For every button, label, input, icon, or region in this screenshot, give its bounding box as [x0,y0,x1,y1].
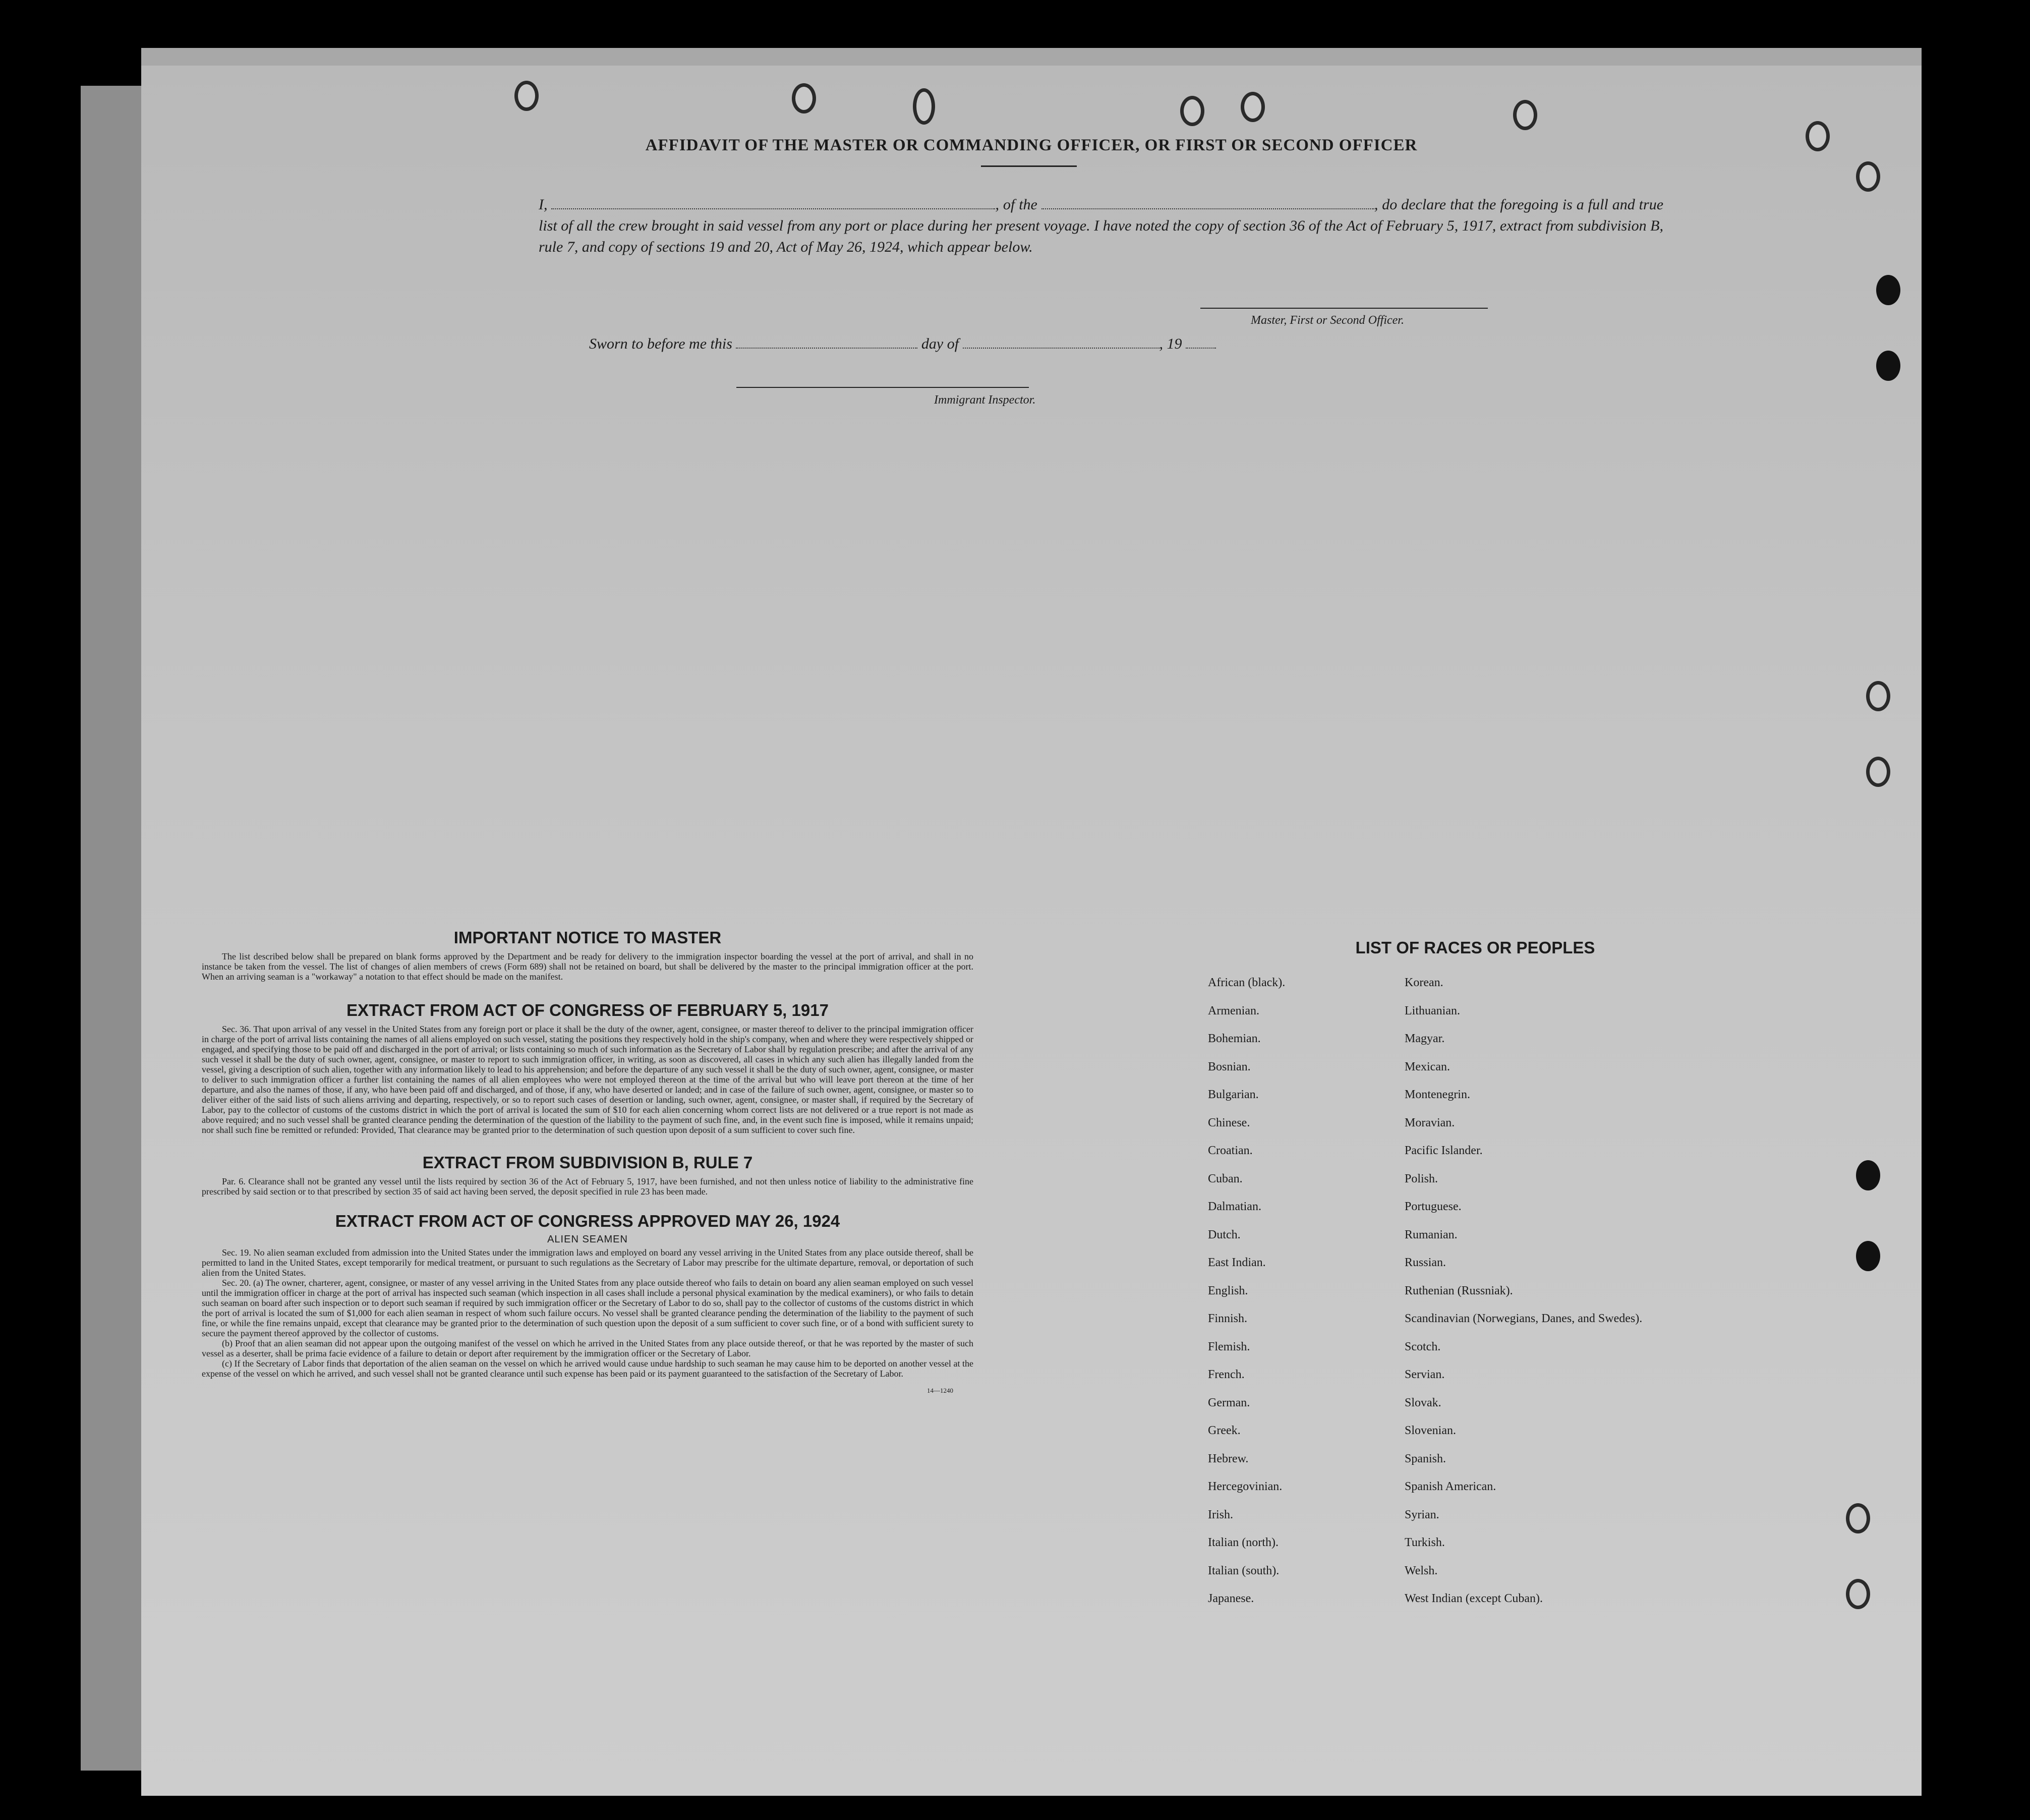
race-item: German. [1208,1396,1250,1409]
binder-hole [1876,351,1900,381]
race-item: Polish. [1405,1172,1438,1185]
affidavit-of-the: , of the [995,196,1037,213]
race-item: Portuguese. [1405,1200,1462,1213]
binder-hole [1856,161,1880,192]
race-item: Korean. [1405,976,1443,989]
race-item: East Indian. [1208,1256,1266,1269]
sworn-statement [589,335,1216,353]
race-item: Pacific Islander. [1405,1144,1483,1157]
binder-hole [1866,681,1890,711]
binder-hole [1866,757,1890,787]
race-item: Turkish. [1405,1536,1445,1549]
name-blank [551,197,995,209]
race-item: Slovenian. [1405,1424,1456,1437]
race-item: French. [1208,1368,1245,1381]
race-item: Croatian. [1208,1144,1253,1157]
binder-hole [514,81,539,111]
race-item: Cuban. [1208,1172,1243,1185]
race-item: English. [1208,1284,1248,1297]
notice-body: The list described below shall be prepared on blank forms approved by the Department and be ready for delivery to the immigration inspector boarding the vessel at the port of arrival, and shall in no instance be taken from the vessel. The list of changes of alien members of crews (Form 689) shall not be retained on board, but shall be delivered by the master to the principal immigration officer at the port. When an arriving seaman is a "workaway" a notation to that effect should be made on the manifest. [202,951,973,982]
affidavit-title: AFFIDAVIT OF THE MASTER OR COMMANDING OFFICER, OR FIRST OR SECOND OFFICER [645,136,1418,154]
binder-hole [1241,92,1265,122]
race-item: Bosnian. [1208,1060,1251,1073]
binder-hole [1180,96,1204,126]
race-item: Welsh. [1405,1564,1438,1577]
race-item: African (black). [1208,976,1286,989]
race-item: Rumanian. [1405,1228,1458,1241]
sworn-year: , 19 [1159,335,1182,352]
extract-1924-sec20c: (c) If the Secretary of Labor finds that deportation of the alien seaman on the vessel on which he arrived would cause undue hardship to such seaman he may cause him to be deported on another vessel at the expense of the vessel on which he arrived, and such vessel shall not be granted clearance until such expense has been paid or its payment guaranteed to the satisfaction of the Secretary of Labor. [202,1358,973,1379]
sworn-prefix: Sworn to before me this [589,335,732,352]
race-item: Scandinavian (Norwegians, Danes, and Swedes). [1405,1312,1643,1325]
binder-hole [1846,1503,1870,1533]
race-item: Hercegovinian. [1208,1480,1283,1493]
race-item: Dutch. [1208,1228,1241,1241]
month-blank [963,336,1159,349]
notice-column [202,928,973,1401]
race-item: Ruthenian (Russniak). [1405,1284,1513,1297]
race-item: Moravian. [1405,1116,1455,1129]
race-item: Mexican. [1405,1060,1450,1073]
binder-hole [1856,1241,1880,1271]
race-item: Chinese. [1208,1116,1250,1129]
inspector-signature-line [736,387,1029,388]
form-number: 14—1240 [927,1387,953,1394]
notice-title: IMPORTANT NOTICE TO MASTER [453,928,722,947]
race-item: Hebrew. [1208,1452,1249,1465]
binder-hole [1856,1160,1880,1190]
extract-1924-subtitle: ALIEN SEAMEN [547,1234,628,1245]
binder-hole [792,83,816,113]
binder-hole [1876,275,1900,305]
document-page [141,66,1922,1796]
binder-hole [913,88,935,125]
signature-label: Master, First or Second Officer. [1251,314,1404,327]
extract-1924-sec20b: (b) Proof that an alien seaman did not appear upon the outgoing manifest of the vessel on which he arrived in the United States from any place outside thereof, or that he was reported by the master of such vessel as a deserter, shall be prima facie evidence of a failure to detain or deport after requirement by the immigration officer or the Secretary of Labor. [202,1338,973,1358]
race-item: Greek. [1208,1424,1241,1437]
race-item: Bohemian. [1208,1032,1261,1045]
sworn-day-of: day of [921,335,959,352]
extract-1924-sec20a: Sec. 20. (a) The owner, charterer, agent, consignee, or master of any vessel arriving in the United States from any place outside thereof who fails to detain on board any alien seaman employed on such vessel until the immigration officer in charge at the port of arrival has inspected such seaman (which inspection in all cases shall include a personal physical examination by the medical examiners), or who fails to detain such seaman on board after such inspection or to deport such seaman if required by such immigration officer or the Secretary of Labor to do so, shall pay to the collector of customs of the customs district in which the port of arrival is located the sum of $1,000 for each alien seaman in respect of whom such failure occurs. No vessel shall be granted clearance pending the determination of the liability to the payment of such fine, or while the fine remains unpaid, except that clearance may be granted prior to the determination of such question upon the deposit of a sum sufficient to cover such fine, or of a bond with sufficient surety to secure the payment thereof approved by the collector of customs. [202,1278,973,1338]
race-item: Irish. [1208,1508,1233,1521]
race-item: Slovak. [1405,1396,1441,1409]
race-item: Italian (north). [1208,1536,1279,1549]
day-blank [736,336,917,349]
race-item: West Indian (except Cuban). [1405,1592,1543,1605]
extract-1917-body: Sec. 36. That upon arrival of any vessel in the United States from any foreign port or place it shall be the duty of the owner, agent, consignee, or master thereof to deliver to the principal immigration officer in charge of the port of arrival lists containing the names of all aliens employed on such vessel, stating the positions they respectively hold in the ship's company, when and where they were respectively shipped or engaged, and specifying those to be paid off and discharged in the port of arrival; or lists containing so much of such information as the Secretary of Labor shall by regulation prescribe; and after the arrival of any such vessel it shall be the duty of such owner, agent, consignee, or master to report to such immigration officer, in writing, as soon as discovered, all cases in which any such alien has illegally landed from the vessel, giving a description of such alien, together with any information likely to lead to his apprehension; and before the departure of any such vessel it shall be the duty of such owner, agent, consignee, or master to deliver to such immigration officer a further list containing the names of all alien employees who were not employed thereon at the time of the arrival but who will leave port thereon at the time of her departure, and also the names of those, if any, who have been paid off and discharged, and of those, if any, who have deserted or landed; and in case of the failure of such owner, agent, consignee, or master so to deliver either of the said lists of such aliens arriving and departing, respectively, or so to report such cases of desertion or landing, such owner, agent, consignee, or master shall, if required by the Secretary of Labor, pay to the collector of customs of the customs district in which the port of arrival is located the sum of $10 for each alien concerning whom correct lists are not delivered or a true report is not made as above required; and no such vessel shall be granted clearance pending the determination of the question of the liability to the payment of such fine, and, in the event such fine is imposed, while it remains unpaid; nor shall such fine be remitted or refunded: Provided, That clearance may be granted prior to the determination of such question upon deposit of a sum sufficient to cover such fine. [202,1024,973,1135]
race-item: Italian (south). [1208,1564,1280,1577]
extract-rule7-title: EXTRACT FROM SUBDIVISION B, RULE 7 [422,1153,753,1172]
races-title: LIST OF RACES OR PEOPLES [1355,938,1595,957]
race-item: Dalmatian. [1208,1200,1261,1213]
races-right-column [1405,976,1647,1620]
race-item: Armenian. [1208,1004,1259,1017]
race-item: Magyar. [1405,1032,1445,1045]
year-blank [1186,336,1216,349]
race-item: Servian. [1405,1368,1445,1381]
race-item: Flemish. [1208,1340,1250,1353]
races-left-column [1208,976,1405,1620]
extract-rule7-body: Par. 6. Clearance shall not be granted any vessel until the lists required by section 36 of the Act of February 5, 1917, have been furnished, and not then unless notice of liability to the administrative fine prescribed by said section or to that prescribed by section 35 of said act having been served, the deposit specified in rule 23 has been made. [202,1176,973,1197]
race-item: Syrian. [1405,1508,1439,1521]
vessel-blank [1041,197,1374,209]
inspector-label: Immigrant Inspector. [934,393,1036,407]
race-item: Finnish. [1208,1312,1248,1325]
binder-hole [1846,1579,1870,1609]
race-item: Montenegrin. [1405,1088,1470,1101]
race-item: Bulgarian. [1208,1088,1259,1101]
extract-1924-sec19: Sec. 19. No alien seaman excluded from admission into the United States under the immigration laws and employed on board any vessel arriving in the United States from any place outside thereof, shall be permitted to land in the United States, except temporarily for medical treatment, or pursuant to such regulations as the Secretary of Labor may prescribe for the ultimate departure, removal, or deportation of such alien from the United States. [202,1247,973,1278]
extract-1924-title: EXTRACT FROM ACT OF CONGRESS APPROVED MAY 26, 1924 [335,1212,840,1230]
extract-1917-title: EXTRACT FROM ACT OF CONGRESS OF FEBRUARY 5, 1917 [346,1001,829,1019]
signature-line [1200,308,1488,309]
race-item: Spanish American. [1405,1480,1496,1493]
affidavit-statement [539,194,1663,258]
race-item: Russian. [1405,1256,1446,1269]
race-item: Spanish. [1405,1452,1446,1465]
title-rule [981,165,1077,167]
affidavit-do-declare: , do declare [1374,196,1446,213]
race-item: Lithuanian. [1405,1004,1460,1017]
race-item: Japanese. [1208,1592,1254,1605]
affidavit-body: that the foregoing is a full and true list of all the crew brought in said vessel from any port or place during her present voyage. I have noted the copy of section 36 of the Act of February 5, 1917, extract from subdivision B, rule 7, and copy of sections 19 and 20, Act of May 26, 1924, which appear below. [539,196,1664,255]
binder-hole [1513,100,1537,130]
races-list [1208,976,1662,1620]
affidavit-i: I, [539,196,548,213]
race-item: Scotch. [1405,1340,1441,1353]
